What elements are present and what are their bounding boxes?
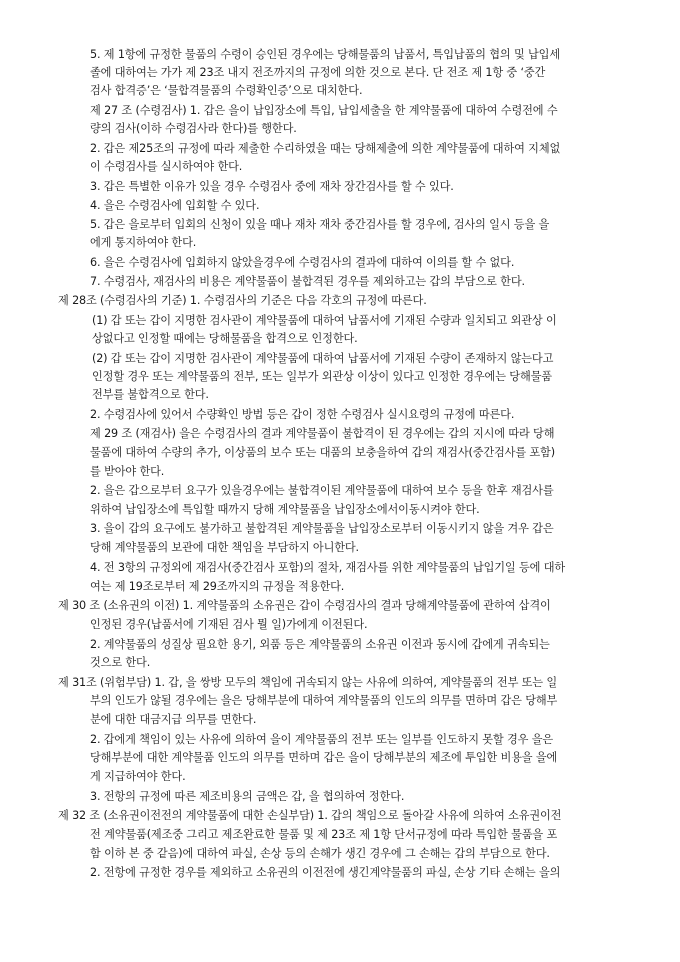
text-line: 이 수령검사를 실시하여야 한다. — [90, 160, 243, 173]
text-line: 3. 전항의 규정에 따른 제조비용의 금액은 갑, 을 협의하여 정한다. — [90, 790, 405, 803]
text-line: 2. 계약물품의 성질상 필요한 용기, 외품 등은 계약물품의 소유권 이전과 동시에 갑에게 귀속되는 — [90, 638, 550, 651]
text-line: 분에 대한 대금지급 의무를 면한다. — [90, 713, 257, 726]
article-heading: 제 30 조 (소유권의 이전) 1. 계약물품의 소유권은 갑이 수령검사의 결과 당해계약물품에 관하여 삽격이 — [58, 599, 551, 612]
text-line: 졸에 대하여는 가가 제 23조 내지 전조까지의 규정에 의한 것으로 본다. 단 전조 제 1항 중 ‘중간 — [90, 66, 546, 79]
text-line: 게 지급하여야 한다. — [90, 770, 186, 783]
article-heading: 제 28조 (수령검사의 기준) 1. 수령검사의 기준은 다음 각호의 규정에 따른다. — [58, 294, 427, 307]
text-line: 에게 통지하여야 한다. — [90, 236, 197, 249]
text-line: 위하여 납입장소에 특입할 때까지 당해 계약물품을 납입장소에서이동시켜야 한다. — [90, 503, 480, 516]
text-line: 3. 갑은 특별한 이유가 있을 경우 수령검사 중에 재차 장간검사를 할 수 있다. — [90, 180, 454, 193]
text-line: 제 27 조 (수령검사) 1. 갑은 을이 납입장소에 특입, 납입세출을 한 계약물품에 대하여 수령전에 수 — [90, 104, 558, 117]
text-line: 2. 갑은 제25조의 규정에 따라 제출한 수리하였을 때는 당해제출에 의한 계약물품에 대하여 지체없 — [90, 142, 561, 155]
text-line: 6. 을은 수령검사에 입회하지 않았을경우에 수령검사의 결과에 대하여 이의를 할 수 없다. — [90, 256, 515, 269]
text-line: 전부를 불합격으로 한다. — [92, 388, 209, 401]
text-line: 량의 검사(이하 수령검사라 한다)를 행한다. — [90, 122, 297, 135]
text-line: 전 계약물품(제조중 그리고 제조완료한 물품 및 제 23조 제 1항 단서규정에 따라 특입한 물품을 포 — [90, 828, 558, 841]
text-line: 2. 갑에게 책임이 있는 사유에 의하여 을이 계약물품의 전부 또는 일부를 인도하지 못할 경우 을은 — [90, 733, 554, 746]
text-line: 당해부분에 대한 계약물품 인도의 의무를 면하며 갑은 을이 당해부분의 제조에 투입한 비용을 을에 — [90, 751, 558, 764]
text-line: 검사 합격증’은 ‘물합격물품의 수령확인증’으로 대치한다. — [90, 84, 363, 97]
text-line: 함 이하 본 중 같음)에 대하여 파실, 손상 등의 손해가 생긴 경우에 그 손해는 갑의 부담으로 한다. — [90, 847, 550, 860]
text-line: 5. 제 1항에 규정한 물품의 수령이 승인된 경우에는 당해물품의 납품서, 특입납품의 협의 및 납입세 — [90, 48, 561, 61]
text-line: 물품에 대하여 수량의 추가, 이상품의 보수 또는 대품의 보충을하여 갑의 재검사(중간검사를 포함) — [90, 446, 555, 459]
text-line: 부의 인도가 않될 경우에는 을은 당해부분에 대하여 계약물품의 인도의 의무를 면하며 갑은 당해부 — [90, 694, 558, 707]
text-line: (2) 갑 또는 갑이 지명한 검사관이 계약물품에 대하여 납품서에 기재된 수량이 존재하지 않는다고 — [92, 352, 554, 365]
text-line: 4. 전 3항의 규정외에 재검사(중간검사 포함)의 절차, 재검사를 위한 계약물품의 납입기일 등에 대하 — [90, 561, 566, 574]
text-line: 2. 수령검사에 있어서 수량확인 방법 등은 갑이 정한 수령검사 실시요령의 규정에 따른다. — [90, 408, 515, 421]
text-line: 상없다고 인정할 때에는 당해물품을 합격으로 인정한다. — [92, 332, 358, 345]
text-line: 2. 을은 갑으로부터 요구가 있을경우에는 불합격이된 계약물품에 대하여 보수 등을 한후 재검사를 — [90, 484, 554, 497]
text-line: 3. 을이 갑의 요구에도 불가하고 불합격된 계약물품을 납입장소로부터 이동시키지 않을 겨우 갑은 — [90, 522, 554, 535]
text-line: 당해 계약물품의 보관에 대한 책임을 부담하지 아니한다. — [90, 541, 359, 554]
text-line: 4. 을은 수령검사에 입회할 수 있다. — [90, 199, 260, 212]
text-line: 것으로 한다. — [90, 656, 151, 669]
text-line: 를 받아야 한다. — [90, 465, 165, 478]
article-heading: 제 32 조 (소유권이전전의 계약물품에 대한 손실부담) 1. 갑의 책임으로 돌아갈 사유에 의하여 소유권이전 — [58, 809, 562, 822]
text-line: 5. 갑은 을로부터 입회의 신청이 있을 때나 재차 재차 중간검사를 할 경우에, 검사의 일시 등을 을 — [90, 218, 550, 231]
text-line: 인정할 경우 또는 계약물품의 전부, 또는 일부가 외관상 이상이 있다고 인정한 경우에는 당해물품 — [92, 370, 552, 383]
text-line: 2. 전항에 규정한 경우를 제외하고 소유권의 이전전에 생긴계약물품의 파실, 손상 기타 손해는 을의 — [90, 866, 561, 879]
article-heading: 제 29 조 (재검사) 을은 수령검사의 결과 계약물품이 불합격이 된 경우에는 갑의 지시에 따라 당해 — [90, 427, 555, 440]
text-line: 인정된 경우(납품서에 기재된 검사 뭘 일)가에게 이전된다. — [90, 618, 368, 631]
text-line: 여는 제 19조로부터 제 29조까지의 규정을 적용한다. — [90, 580, 345, 593]
text-line: (1) 갑 또는 갑이 지명한 검사관이 계약물품에 대하여 납품서에 기재된 수량과 일치되고 외관상 이 — [92, 314, 557, 327]
article-heading: 제 31조 (위험부담) 1. 갑, 을 쌍방 모두의 책임에 귀속되지 않는 사유에 의하여, 계약물품의 전부 또는 일 — [58, 676, 558, 689]
text-line: 7. 수령검사, 재검사의 비용은 계약물품이 불합격된 경우를 제외하고는 갑의 부담으로 한다. — [90, 275, 525, 288]
